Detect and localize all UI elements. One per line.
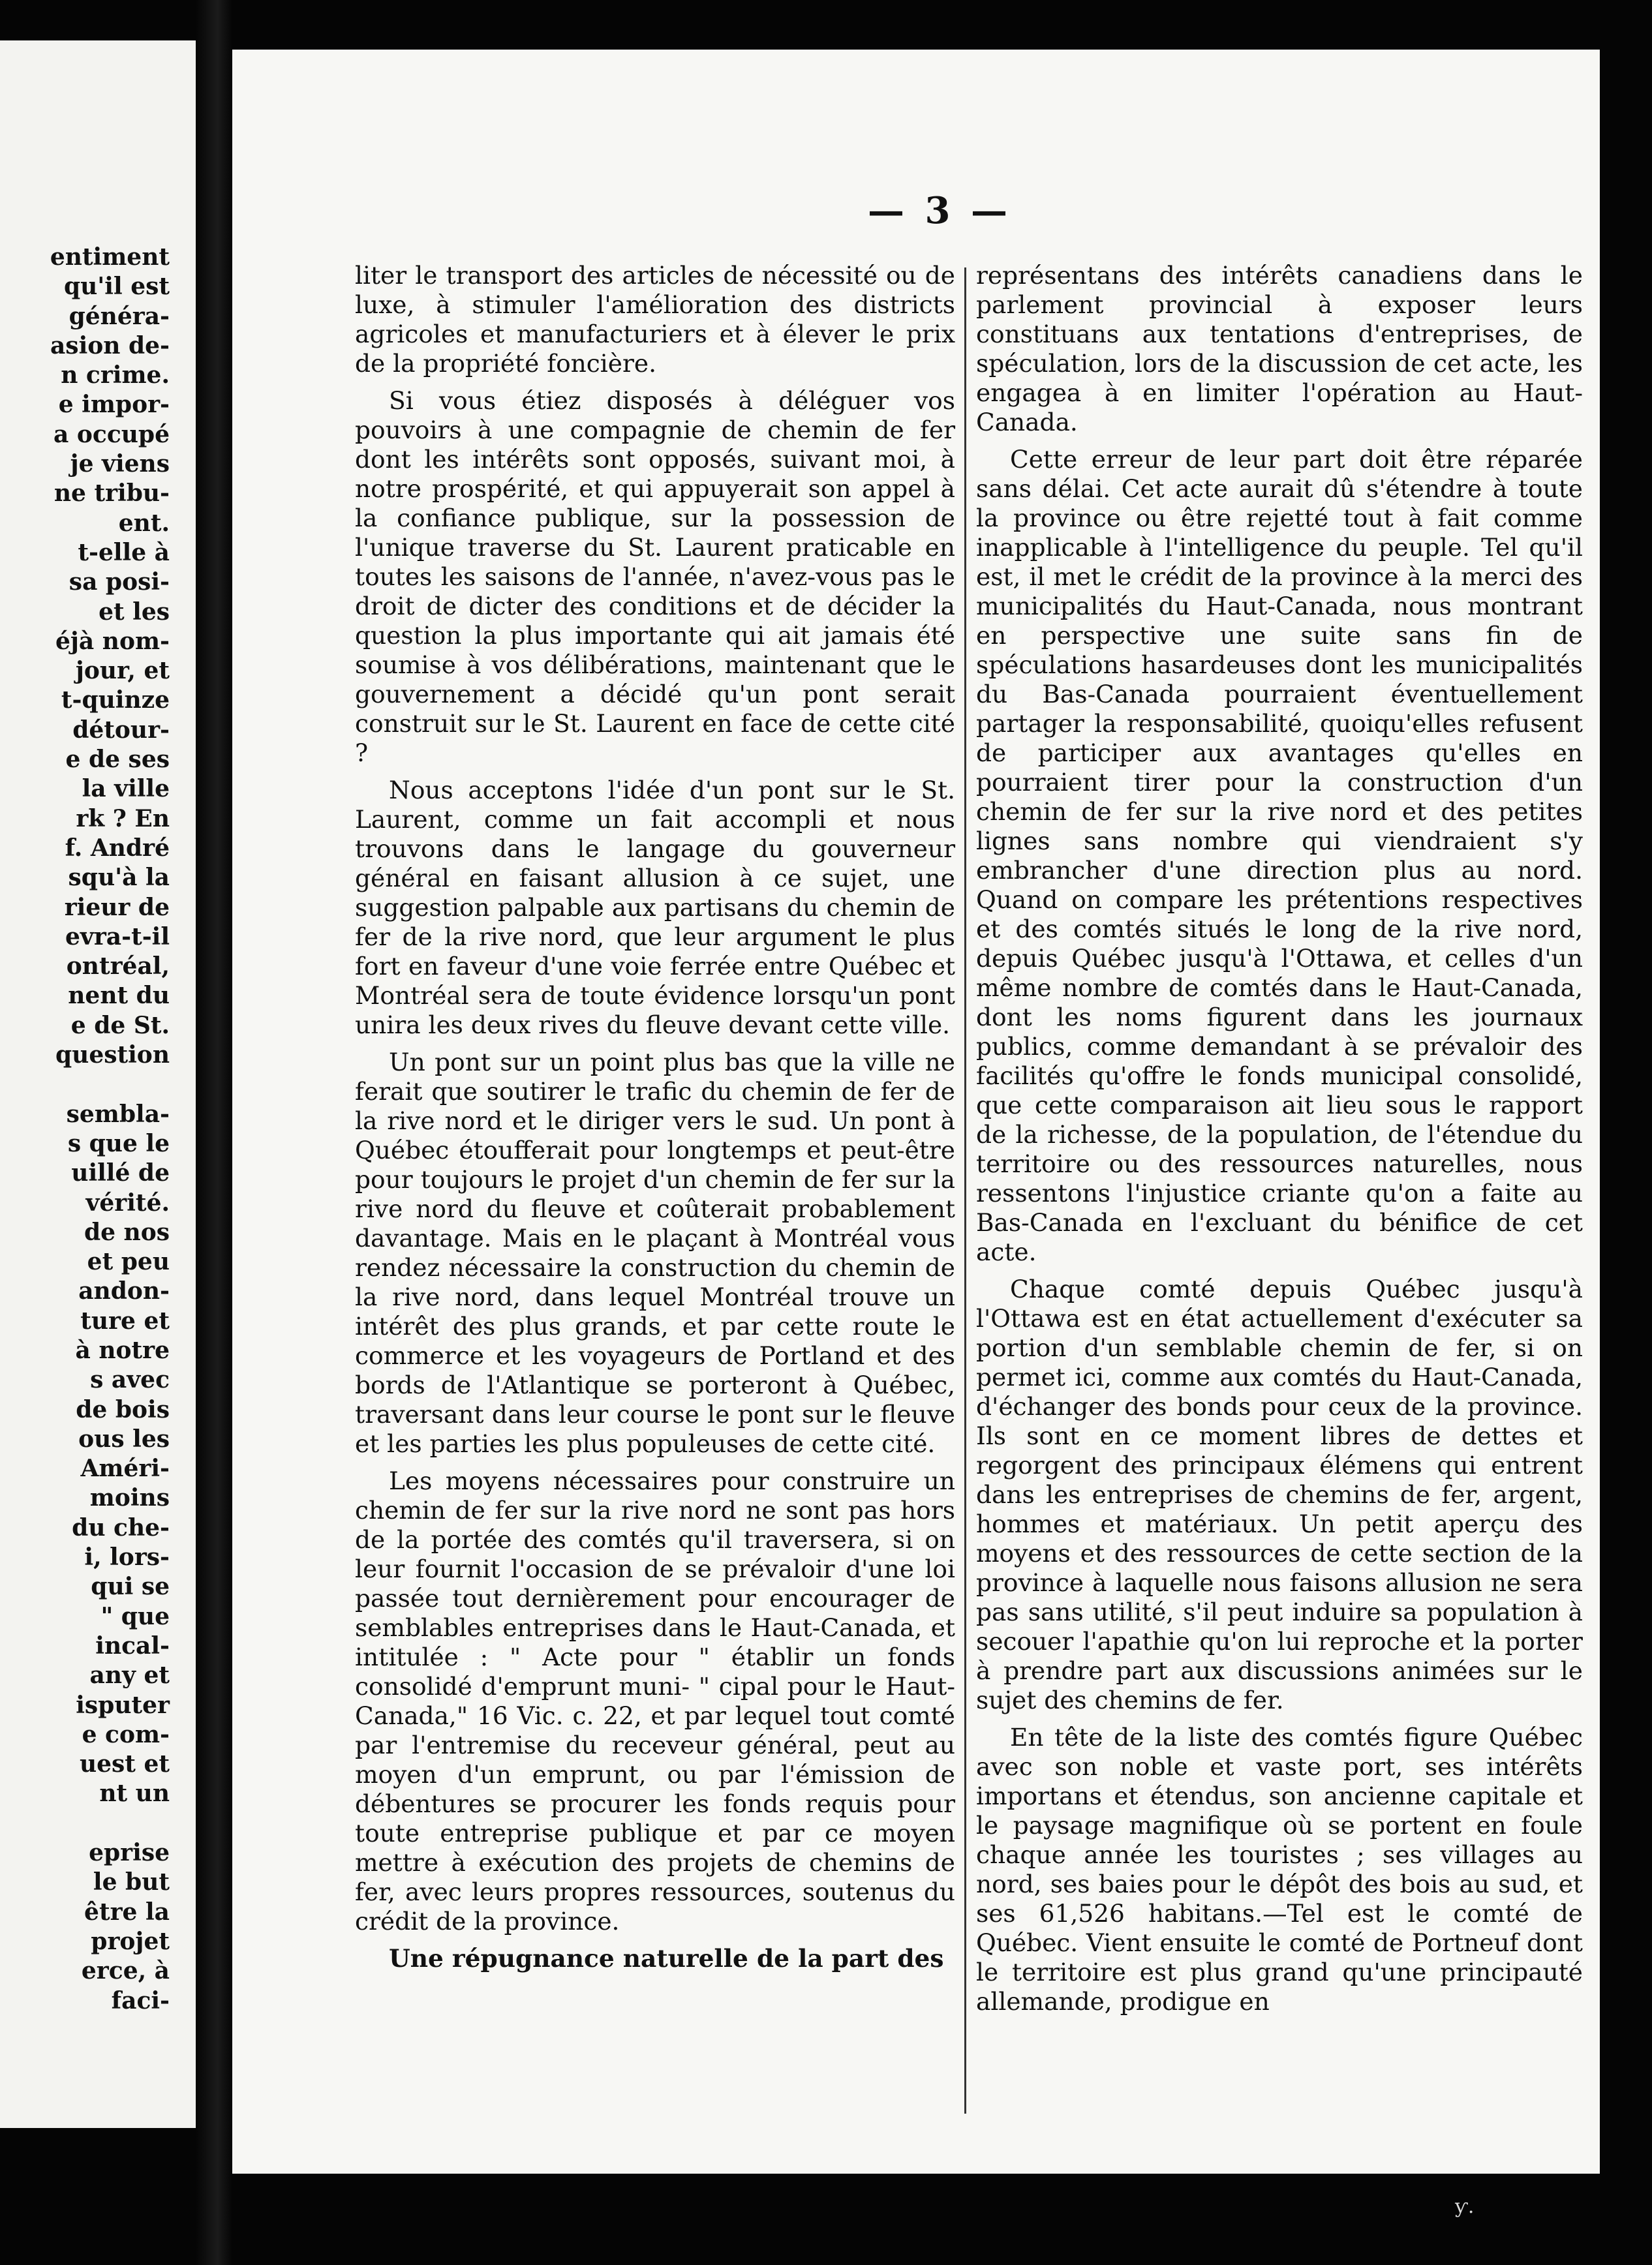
left-page-line: éjà nom- [55,627,170,655]
book-gutter [196,0,232,2265]
left-page-line: e com- [82,1720,170,1748]
scan-mark: ƴ. [1455,2195,1475,2218]
paragraph: liter le transport des articles de nécessité ou de luxe, à stimuler l'amélioration des districts agricoles et manufacturiers et à élever le prix de la propriété foncière. [355,261,955,378]
left-page-fragment [0,40,196,2128]
left-page-line: asion de- [50,331,170,359]
left-page-line: faci- [111,1986,170,2014]
paragraph: représentans des intérêts canadiens dans le parlement provincial à exposer leurs constituans aux tentations d'entreprises, de spéculation, lors de la discussion de cet acte, les engagea à en limiter l'opération au Haut-Canada. [976,261,1583,436]
left-page-line: être la [84,1898,170,1926]
left-page-line: qui se [91,1573,170,1601]
left-page-line: qu'il est [63,273,170,301]
left-page-line: s avec [90,1366,170,1394]
left-page-line [1,1070,170,1099]
paragraph: En tête de la liste des comtés figure Québec avec son noble et vaste port, ses intérêts importans et étendus, son ancienne capitale et le paysage magnifique où se portent en foule chaque année les touristes ; ses villages au nord, ses baies pour le dépôt des bois au sud, et ses 61,526 habitans.—Tel est le comté de Québec. Vient ensuite le comté de Portneuf dont le territoire est plus grand qu'une principauté allemande, prodigue en [976,1723,1583,2016]
left-page-line: entiment [50,243,170,271]
left-page-line: vérité. [85,1189,170,1217]
left-page-line: Améri- [80,1455,170,1483]
left-page-line: incal- [95,1632,170,1660]
left-page-line: ture et [80,1307,170,1335]
left-page-line: andon- [78,1277,170,1305]
left-page-line: et peu [87,1248,170,1276]
left-page-line: nent du [68,982,170,1010]
left-page-line: ous les [78,1425,170,1453]
paragraph: Si vous étiez disposés à déléguer vos pouvoirs à une compagnie de chemin de fer dont les intérêts sont opposés, suivant moi, à notre prospérité, et qui appuyerait son appel à la confiance publique, sur la possession de l'unique traverse du St. Laurent praticable en toutes les saisons de l'année, n'avez-vous pas le droit de dicter des conditions et de décider la question la plus importante qui ait jamais été soumise à vos délibérations, maintenant que le gouvernement a décidé qu'un pont serait construit sur le St. Laurent en face de cette cité ? [355,386,955,767]
paragraph: Nous acceptons l'idée d'un pont sur le St. Laurent, comme un fait accompli et nous trouvons dans le langage du gouverneur général en faisant allusion à ce sujet, une suggestion palpable aux partisans du chemin de fer de la rive nord, que leur argument le plus fort en faveur d'une voie ferrée entre Québec et Montréal sera de toute évidence lorsqu'un pont unira les deux rives du fleuve devant cette ville. [355,776,955,1039]
text-column-left [355,261,955,1981]
left-page-line [1,1809,170,1838]
left-page-line: e de ses [65,746,170,774]
left-page-line: et les [99,598,170,626]
left-page-line: uest et [79,1750,170,1778]
left-page-line: à notre [75,1336,170,1364]
left-page-line: " que [100,1602,170,1630]
column-divider [964,267,966,2114]
left-page-line: rieur de [64,893,170,921]
left-page-line: projet [91,1927,170,1955]
left-page-line: a occupé [54,420,170,448]
left-page-line: i, lors- [84,1543,170,1572]
left-page-line: jour, et [75,657,170,685]
left-page-line: erce, à [81,1957,170,1985]
paragraph: Cette erreur de leur part doit être réparée sans délai. Cet acte aurait dû s'étendre à toute la province ou être rejetté tout à fait comme inapplicable à l'intelligence du peuple. Tel qu'il est, il met le crédit de la province à la merci des municipalités du Haut-Canada, nous montrant en perspective une suite sans fin de spéculations hasardeuses dont les municipalités du Bas-Canada pourraient éventuellement partager la responsabilité, quoiqu'elles refusent de participer aux avantages qu'elles en pourraient tirer pour la construction d'un chemin de fer sur la rive nord et des petites lignes sans nombre qui viendraient s'y embrancher d'une direction plus au nord. Quand on compare les prétentions respectives et des comtés situés le long de la rive nord, depuis Québec jusqu'à l'Ottawa, et celles d'un même nombre de comtés dans le Haut-Canada, dont les noms figurent dans les journaux publics, comme demandant à se prévaloir des facilités qu'offre le fonds municipal consolidé, que cette comparaison ait lieu sous le rapport de la richesse, de la population, de l'étendue du territoire ou des ressources naturelles, nous ressentons l'injustice criante qu'on a faite au Bas-Canada en l'excluant du bénifice de cet acte. [976,445,1583,1266]
left-page-line: e impor- [58,391,170,419]
left-page-text [1,243,170,2016]
left-page-line: le but [93,1868,170,1896]
left-page-line: question [55,1041,170,1069]
left-page-line: s que le [67,1129,170,1157]
left-page-line: ne tribu- [54,479,170,508]
left-page-line: f. André [65,834,170,862]
left-page-line: de nos [84,1218,170,1246]
left-page-line: rk ? En [76,804,170,832]
left-page-line: evra-t-il [65,922,170,950]
left-page-line: t-quinze [61,686,170,714]
paragraph: Une répugnance naturelle de la part des [389,1944,944,1973]
left-page-line: ent. [118,509,170,537]
left-page-line: de bois [76,1395,170,1423]
left-page-line: sembla- [66,1100,170,1128]
text-column-right [976,261,1583,2024]
left-page-line: je viens [70,450,170,478]
left-page-line: généra- [69,302,170,330]
left-page-line: any et [89,1662,170,1690]
page-number: — 3 — [868,189,1011,232]
left-page-line: sa posi- [69,568,170,596]
left-page-line: eprise [89,1839,170,1867]
left-page-line: t-elle à [78,538,170,566]
left-page-line: n crime. [61,361,170,389]
left-page-line: nt un [99,1780,170,1808]
paragraph: Chaque comté depuis Québec jusqu'à l'Ottawa est en état actuellement d'exécuter sa portion d'un semblable chemin de fer, si on permet ici, comme aux comtés du Haut-Canada, d'échanger des bonds pour ceux de la province. Ils sont en ce moment libres de dettes et regorgent des principaux élémens qui entrent dans les entreprises de chemins de fer, argent, hommes et matériaux. Un petit aperçu des moyens et des ressources de cette section de la province à laquelle nous faisons allusion ne sera pas sans utilité, s'il peut induire sa population à secouer l'apathie qu'on lui reproche et la porter à prendre part aux discussions animées sur le sujet des chemins de fer. [976,1275,1583,1714]
left-page-line: isputer [76,1691,170,1719]
left-page-line: moins [89,1484,170,1512]
left-page-line: la ville [82,775,170,803]
left-page-line: ontréal, [66,952,170,980]
left-page-line: squ'à la [68,864,170,892]
left-page-line: uillé de [71,1159,170,1187]
left-page-line: e de St. [70,1011,170,1039]
left-page-line: du che- [72,1513,170,1542]
paragraph: Un pont sur un point plus bas que la ville ne ferait que soutirer le trafic du chemin de fer de la rive nord et le diriger vers le sud. Un pont à Québec étoufferait pour longtemps et peut-être pour toujours le projet d'un chemin de fer sur la rive nord du fleuve et coûterait probablement davantage. Mais en le plaçant à Montréal vous rendez nécessaire la construction du chemin de la rive nord, dans lequel Montréal trouve un intérêt des plus grands, et par cette route le commerce et les voyageurs de Portland et des bords de l'Atlantique se porteront à Québec, traversant dans leur course le pont sur le fleuve et les parties les plus populeuses de cette cité. [355,1048,955,1458]
left-page-line: détour- [72,716,170,744]
paragraph: Les moyens nécessaires pour construire un chemin de fer sur la rive nord ne sont pas hors de la portée des comtés qu'il traversera, si on leur fournit l'occasion de se prévaloir d'une loi passée tout dernièrement pour encourager de semblables entreprises dans le Haut-Canada, et intitulée : " Acte pour " établir un fonds consolidé d'emprunt muni- " cipal pour le Haut-Canada," 16 Vic. c. 22, et par lequel tout comté par l'entremise du receveur général, peut au moyen d'un emprunt, ou par l'émission de débentures se procurer les fonds requis pour toute entreprise publique et par ce moyen mettre à exécution des projets de chemins de fer, avec leurs propres ressources, soutenus du crédit de la province. [355,1467,955,1936]
